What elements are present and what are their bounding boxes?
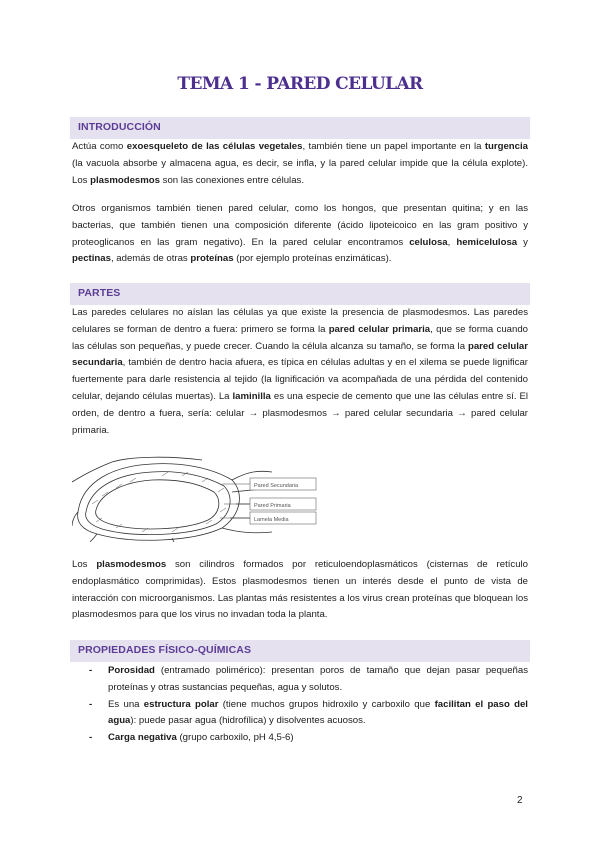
bullet-dash: - <box>89 698 93 710</box>
section-header-partes <box>70 283 530 305</box>
figure-label-lamela-media: Lamela Media <box>254 517 289 523</box>
section-header-label: INTRODUCCIÓN <box>78 121 161 133</box>
list-item-porosidad: - Porosidad (entramado polimérico): presentan poros de tamaño que dejan pasar pequeñas proteínas y otras sustancias pequeñas, agua y solutos. <box>89 665 528 693</box>
properties-list <box>72 663 528 747</box>
list-item-estructura-polar: - Es una estructura polar (tiene muchos grupos hidroxilo y carboxilo que facilitan el paso del agua): puede pasar agua (hidrofílica) y disolventes acuosos. <box>89 698 528 727</box>
bullet-dash: - <box>89 665 93 676</box>
section-header-propiedades <box>70 640 530 662</box>
section-header-introduccion <box>70 117 530 139</box>
list-item-carga-negativa: - Carga negativa (grupo carboxilo, pH 4,5-6) <box>72 730 528 747</box>
partes-paragraph-1: Las paredes celulares no aíslan las células ya que existe la presencia de plasmodesmos. Las paredes celulares se forman de dentro a fuera: primero se forma la pared celular primaria, que se forma cuando las células son pequeñas, y puede crecer. Cuando la célula alcanza su tamaño, se forma la pared celular secundaria, también de dentro hacia afuera, es típica en células adultas y en el xilema se puede lignificar fuertemente para darle resistencia al tejido (la lignificación va acompañada de una pérdida del contenido celular, dejando células muertas). La laminilla es una especie de cemento que une las células entre sí. El orden, de dentro a fuera, sería: celular → plasmodesmos → pared celular secundaria → pared celular primaria. <box>72 307 529 436</box>
figure-label-pared-secundaria: Pared Secundaria <box>254 483 299 489</box>
arrow-lines <box>220 484 250 518</box>
partes-paragraph-2: Los plasmodesmos son cilindros formados por reticuloendoplasmáticos (cisternas de retículo endoplasmático comprimidas). Estos plasmodesmos tienen un interés desde el punto de vista de interacción con microorganismos. Las plantas más resistentes a los virus crean proteínas que bloquean los plasmodesmos para que los virus no invadan toda la planta. <box>72 559 528 621</box>
cell-wall-diagram <box>72 452 342 542</box>
bullet-dash: - <box>89 732 93 744</box>
intro-paragraph-1: Actúa como exoesqueleto de las células vegetales, también tiene un papel importante en la turgencia (la vacuola absorbe y almacena agua, es decir, se infla, y la pared celular impide que la célula explote). Los plasmodesmos son las conexiones entre células. <box>72 141 528 186</box>
page-number: 2 <box>517 795 523 806</box>
figure-label-pared-primaria: Pared Primaria <box>254 503 291 509</box>
section-header-label: PARTES <box>78 287 121 299</box>
section-header-label: PROPIEDADES FÍSICO-QUÍMICAS <box>78 644 252 656</box>
cell-drawing <box>72 457 272 542</box>
intro-paragraph-2: Otros organismos también tienen pared celular, como los hongos, que presentan quitina; y en las bacterias, que también tienen una composición diferente (ácido lipoteicoico en las gram positivo y proteoglicanos en las gram negativo). En la pared celular encontramos celulosa, hemicelulosa y pectinas, además de otras proteínas (por ejemplo proteínas enzimáticas). <box>72 203 528 265</box>
page-title: TEMA 1 - PARED CELULAR <box>177 74 423 94</box>
